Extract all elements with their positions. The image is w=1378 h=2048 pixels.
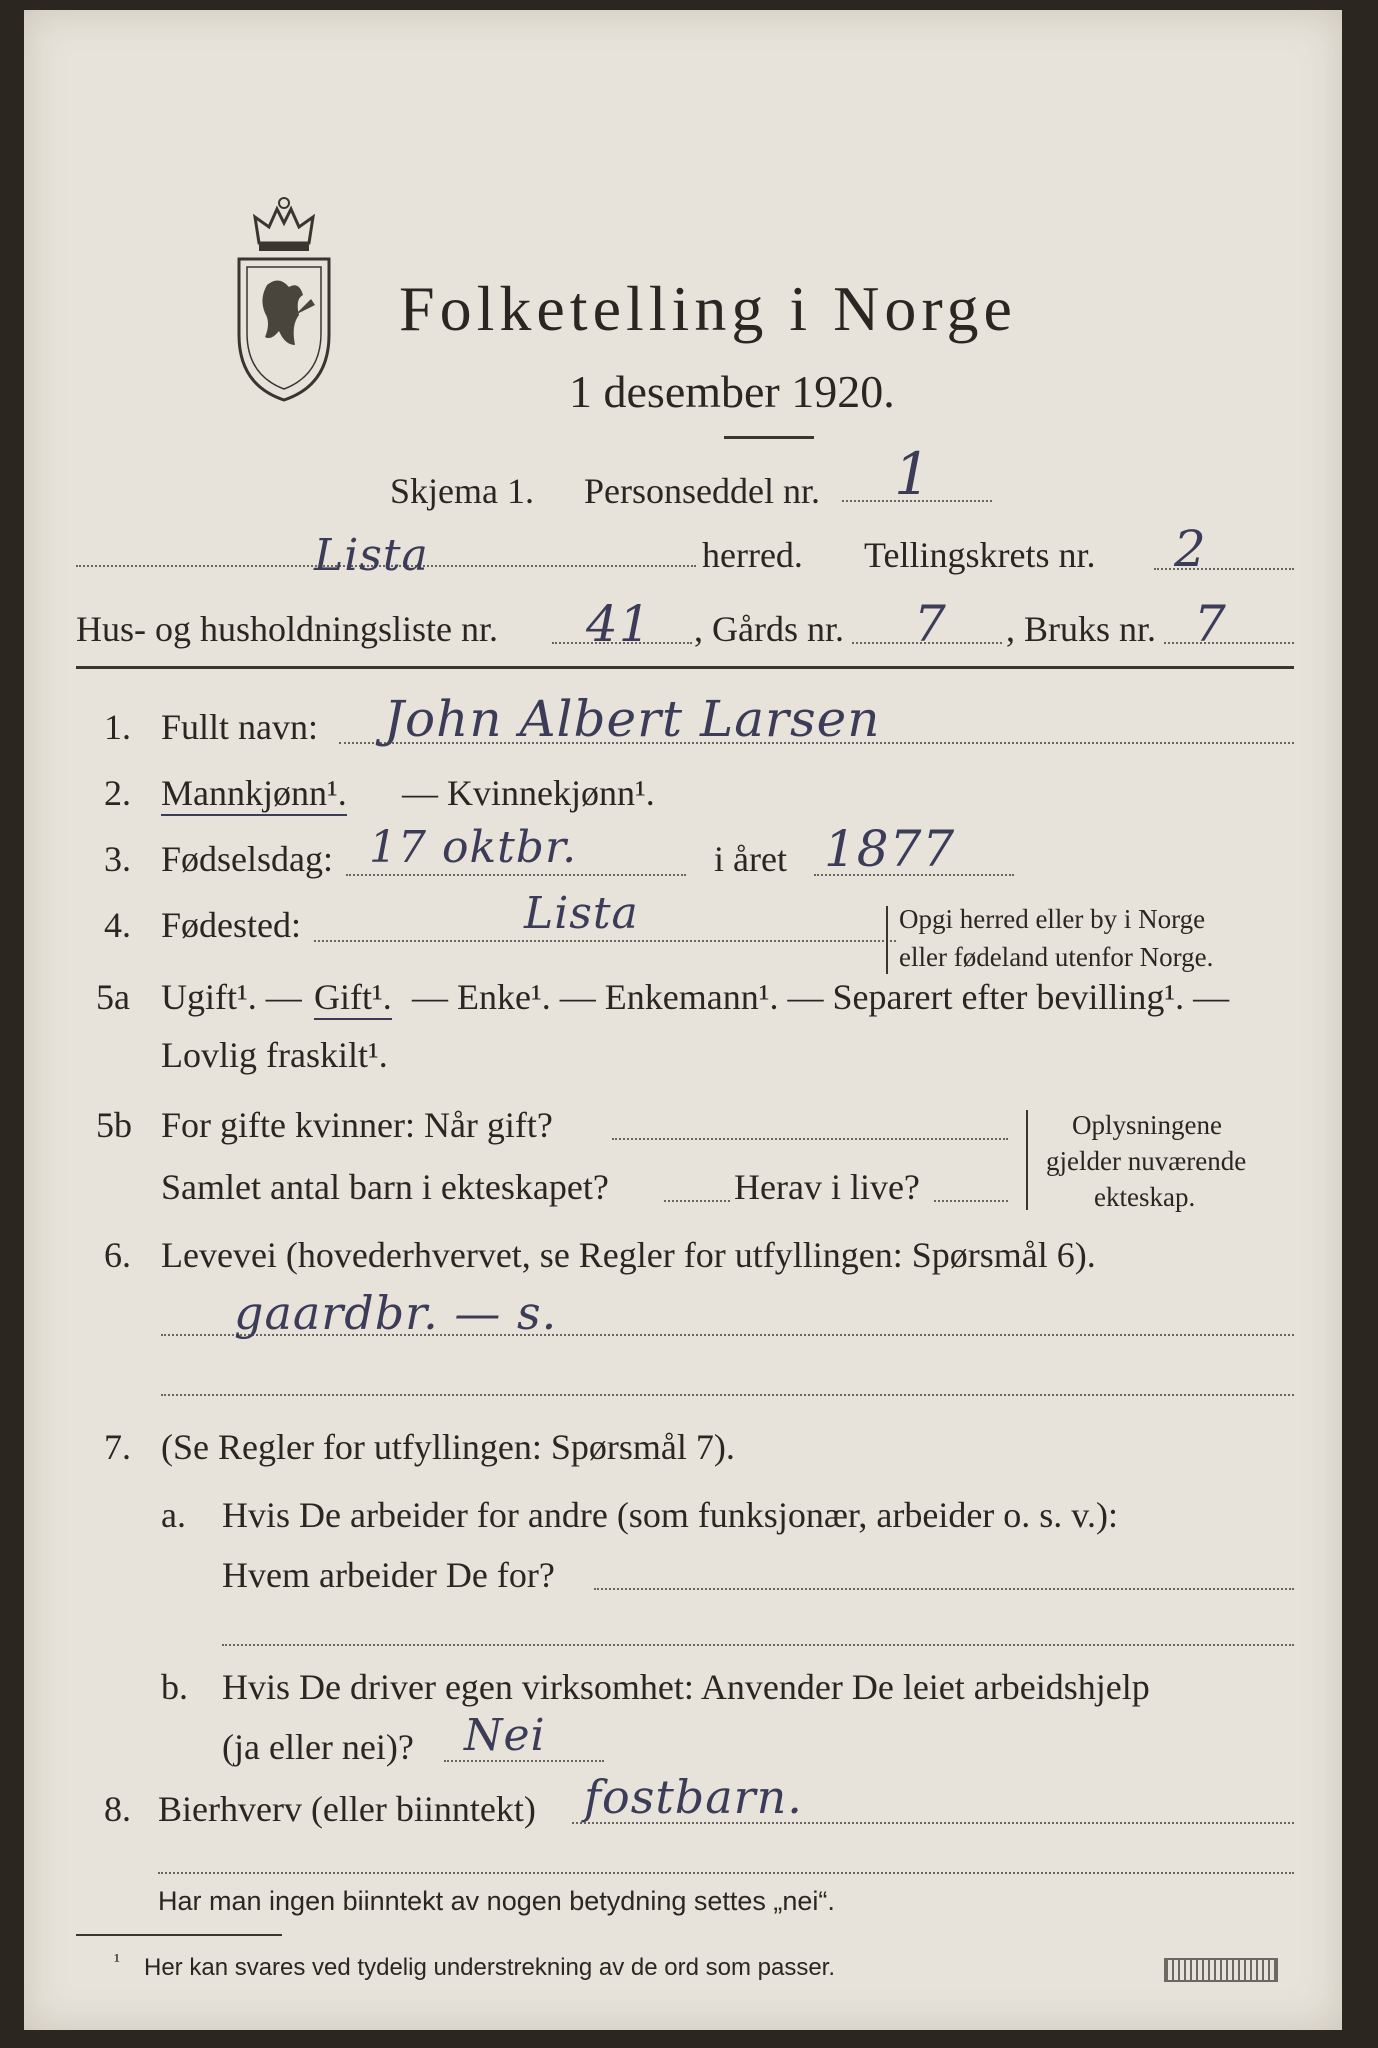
q5b-note-bracket [1026, 1110, 1028, 1210]
q7b-value: Nei [464, 1710, 546, 1761]
q7b-label: Hvis De driver egen virksomhet: Anvender De leiet arbeidshjelp [222, 1667, 1150, 1707]
q7a-label: Hvis De arbeider for andre (som funksjonær, arbeider o. s. v.): [222, 1495, 1118, 1535]
q3-number: 3. [104, 839, 131, 879]
q6-line2 [161, 1394, 1294, 1396]
bruks-value: 7 [1194, 595, 1227, 653]
q5a-ugift-option: Ugift¹. — [161, 977, 302, 1017]
footnote-marker: ¹ [114, 1950, 120, 1972]
q4-note-bracket [886, 906, 888, 974]
husliste-label: Hus- og husholdningsliste nr. [76, 609, 499, 649]
q7a-employer-line2 [222, 1644, 1294, 1646]
printer-stamp [1164, 1958, 1278, 1982]
q4-line [314, 940, 896, 942]
census-form-sheet [24, 10, 1342, 2030]
q2-kvinnekjonn-option: — Kvinnekjønn¹. [402, 773, 655, 813]
q5b-note-line2: gjelder nuværende [1046, 1146, 1247, 1176]
q1-number: 1. [104, 707, 131, 747]
q6-number: 6. [104, 1235, 131, 1275]
q5b-married-when-label: For gifte kvinner: Når gift? [161, 1105, 553, 1145]
q5b-note-line1: Oplysningene [1072, 1110, 1222, 1140]
q1-full-name-value: John Albert Larsen [384, 690, 881, 748]
q5a-other-options: — Enke¹. — Enkemann¹. — Separert efter bevilling¹. — [412, 977, 1230, 1017]
personseddel-label: Personseddel nr. [584, 471, 820, 511]
q5b-children-line [664, 1200, 730, 1202]
q2-mannkjonn-option: Mannkjønn¹. [161, 772, 347, 816]
q7-label: (Se Regler for utfyllingen: Spørsmål 7). [161, 1427, 735, 1467]
form-title: Folketelling i Norge [399, 273, 1017, 344]
q5b-alive-line [934, 1200, 1008, 1202]
norwegian-coat-of-arms-icon [229, 195, 339, 405]
q5a-number: 5a [96, 977, 130, 1017]
q8-side-income-value: fostbarn. [584, 1770, 803, 1824]
form-date: 1 desember 1920. [569, 366, 895, 417]
tellingskrets-label: Tellingskrets nr. [864, 535, 1096, 575]
q7-number: 7. [104, 1427, 131, 1467]
q5b-married-when-line [612, 1138, 1008, 1140]
gards-value: 7 [914, 595, 947, 653]
title-divider [724, 436, 814, 439]
q4-label: Fødested: [161, 905, 301, 945]
q7b-yes-no-label: (ja eller nei)? [222, 1727, 414, 1767]
q6-label: Levevei (hovederhvervet, se Regler for utfyllingen: Spørsmål 6). [161, 1235, 1096, 1275]
nei-instruction: Har man ingen biinntekt av nogen betydning settes „nei“. [158, 1886, 835, 1916]
q3-line [346, 874, 686, 876]
footnote-text: Her kan svares ved tydelig understrekning av de ord som passer. [144, 1954, 836, 1981]
gards-label: , Gårds nr. [694, 609, 844, 649]
q5b-alive-label: Herav i live? [734, 1167, 920, 1207]
q3-birthday-value: 17 oktbr. [369, 822, 578, 873]
q2-number: 2. [104, 773, 131, 813]
q4-birthplace-value: Lista [524, 888, 639, 939]
q8-line2 [158, 1872, 1294, 1874]
q4-note-line1: Opgi herred eller by i Norge [899, 904, 1206, 934]
bruks-line [1164, 642, 1294, 644]
bruks-label: , Bruks nr. [1006, 609, 1157, 649]
q8-label: Bierhverv (eller biinntekt) [158, 1789, 536, 1829]
q3-year-value: 1877 [824, 820, 956, 878]
q5b-number: 5b [96, 1105, 132, 1145]
tellingskrets-value: 2 [1174, 520, 1207, 578]
q7a-letter: a. [161, 1495, 186, 1535]
footnote-rule [76, 1934, 282, 1936]
q6-occupation-value: gaardbr. — s. [234, 1286, 558, 1340]
header-separator [76, 666, 1294, 669]
q4-number: 4. [104, 905, 131, 945]
q4-note-line2: eller fødeland utenfor Norge. [899, 942, 1214, 972]
q7a-employer-label: Hvem arbeider De for? [222, 1555, 555, 1595]
q3-year-label: i året [714, 839, 787, 879]
herred-value: Lista [314, 530, 429, 581]
q7a-employer-line [594, 1588, 1294, 1590]
q1-label: Fullt navn: [161, 707, 319, 747]
q3-label: Fødselsdag: [161, 839, 334, 879]
q8-number: 8. [104, 1789, 131, 1829]
q5a-gift-option: Gift¹. [314, 976, 392, 1020]
q5b-note-line3: ekteskap. [1094, 1182, 1196, 1212]
husliste-value: 41 [586, 595, 652, 653]
q5b-children-label: Samlet antal barn i ekteskapet? [161, 1167, 609, 1207]
q7b-letter: b. [161, 1667, 188, 1707]
q5a-lovlig-fraskilt-option: Lovlig fraskilt¹. [161, 1035, 388, 1075]
skjema-label: Skjema 1. [390, 471, 534, 511]
personseddel-value: 1 [894, 440, 932, 508]
herred-label: herred. [702, 535, 803, 575]
